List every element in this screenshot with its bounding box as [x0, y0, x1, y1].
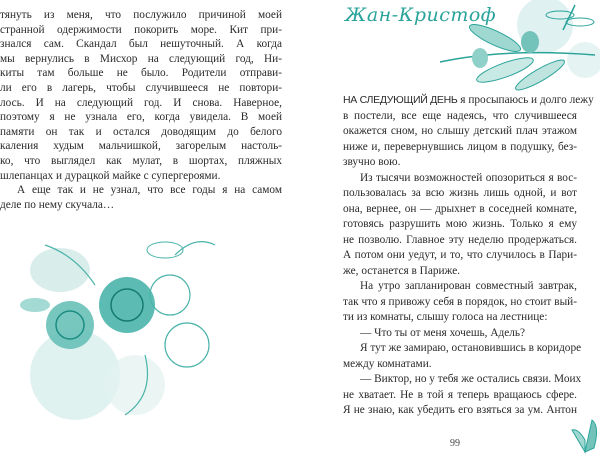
lead-in-caps: НА СЛЕДУЮЩИЙ ДЕНЬ	[343, 94, 458, 106]
left-page-text	[0, 8, 282, 212]
text-line: тянуть из меня, что послужило причиной моей	[0, 9, 282, 21]
text-line: поэтому я не узнала его, когда увидела. В моей	[0, 111, 282, 124]
page-number: 99	[450, 438, 460, 449]
text-line: между комнатами.	[343, 357, 432, 370]
text-line: лось. И на следующий год. И снова. Наверное,	[0, 96, 282, 109]
text-line: окажется сном, но слышу детский плач этажом	[343, 125, 577, 137]
text-line: так что я привожу себя в порядок, но стоит вый-	[343, 295, 577, 308]
text-line: готовясь разрушить мою жизнь. Только я ему	[343, 218, 577, 230]
text-line: не позволю. Главное эту неделю продержаться.	[343, 233, 577, 246]
text-line: деле по нему скучала…	[0, 198, 115, 211]
text-line: НА СЛЕДУЮЩИЙ ДЕНЬ я просыпаюсь и долго лежу	[343, 94, 594, 106]
butterfly-icon	[570, 418, 600, 454]
text-line: А еще так и не узнал, что все годы я на самом	[17, 184, 282, 197]
text-line: киты там больше не было. Родители отправи-	[0, 67, 282, 80]
text-line: же, останется в Париже.	[343, 264, 461, 277]
text-line: Из тысячи возможностей опозориться я вос-	[360, 171, 577, 184]
text-line: — Виктор, но у тебя же остались связи. Моих	[360, 373, 582, 385]
chapter-title: Жан-Кристоф	[345, 4, 497, 26]
text-line: шлепанцах и дурацкой майке с супергероями.	[0, 169, 221, 182]
text-line: пользовалась за всю жизнь лишь одной, и вот	[343, 187, 577, 199]
text-line: знался сам. Скандал был нешуточный. А когда	[0, 38, 282, 51]
text-line: в постели, все еще надеясь, что случившееся	[343, 109, 577, 122]
text-line: А потом они уедут, и то, что случилось в Пари-	[343, 249, 577, 261]
text-line: звучно вою.	[343, 156, 401, 168]
text-line: она, вернее, он — дрыхнет в соседней комнате,	[343, 202, 577, 215]
text-line: странной одержимости покорить море. Кит при-	[0, 23, 282, 36]
text-line: — Что ты от меня хочешь, Адель?	[360, 326, 526, 339]
text-line: ко, что выглядел как мулат, в шортах, пляжных	[0, 154, 282, 167]
right-page-text	[343, 93, 594, 419]
text-line: На утро запланирован совместный завтрак,	[360, 280, 577, 292]
roses-illustration	[15, 225, 265, 425]
text-line: не хватает. Не в той я теперь вращаюсь сфере.	[343, 388, 577, 401]
olive-branch-illustration	[435, 0, 600, 92]
text-line: ниже и, перевернувшись лицом в подушку, без-	[343, 140, 577, 153]
text-line: ти из комнаты, слышу голоса на лестнице:	[343, 311, 548, 323]
text-line: ли его в лагерь, чтобы случившееся не повтори-	[0, 81, 282, 94]
text-line: мы вернулись в Мисхор на следующий год, Ни-	[0, 52, 282, 65]
text-line: памяти он так и остался доводящим до белого	[0, 125, 282, 138]
text-line: каления худым мальчишкой, загорелым настоль-	[0, 140, 282, 153]
text-line: Я тут же замираю, остановившись в коридоре	[360, 342, 582, 354]
text-line: Я не знаю, как убедить его взяться за ум. Антон	[343, 404, 577, 416]
